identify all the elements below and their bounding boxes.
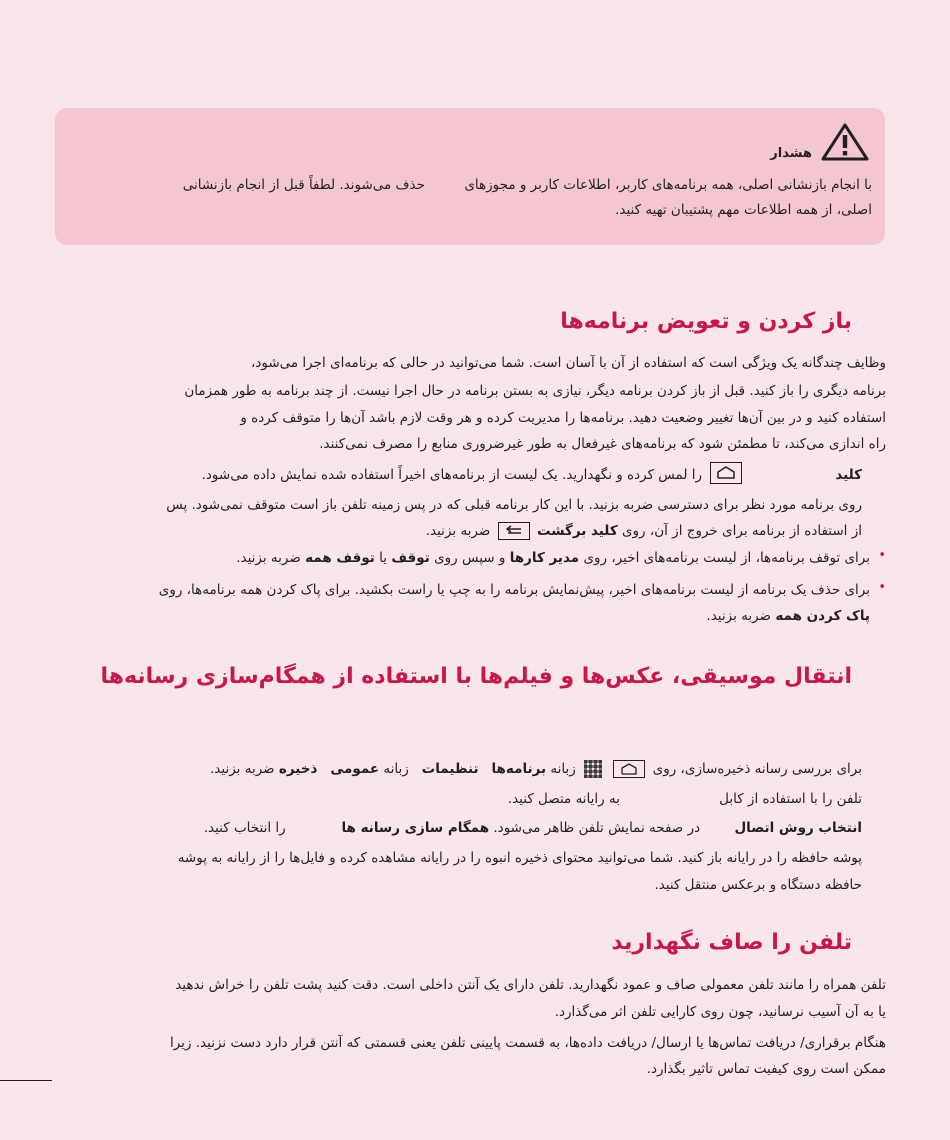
text: ضربه بزنید. <box>236 550 301 566</box>
text: ضربه بزنید. <box>210 761 275 777</box>
media-line1 <box>210 759 862 779</box>
paragraph-line: یا به آن آسیب نرسانید، چون روی کارایی تلفن اثر می‌گذارد. <box>554 1004 886 1020</box>
clear-all-label: پاک کردن همه <box>775 608 870 624</box>
back-key-line <box>426 521 862 541</box>
media-line3 <box>204 818 862 838</box>
paragraph-line: پوشه حافظه را در رایانه باز کنید. شما می‌توانید محتوای ذخیره انبوه را در رایانه مشاهده کرده و فایل‌ها را از رایانه به پوشه <box>177 850 862 866</box>
home-key-icon <box>613 760 645 778</box>
warning-title: هشدار <box>770 146 812 161</box>
back-key-label: کلید برگشت <box>536 523 618 539</box>
text: یا <box>379 550 388 566</box>
bullet-icon: • <box>878 580 886 595</box>
task-manager-label: مدیر کارها <box>509 550 580 566</box>
key-line: را لمس کرده و نگهدارید. یک لیست از برنامه‌های اخیراً استفاده شده نمایش داده می‌شود. <box>201 467 702 483</box>
warning-line2: اصلی، از همه اطلاعات مهم پشتیبان تهیه کنید. <box>615 202 872 218</box>
paragraph-line: حافظه دستگاه و برعکس منتقل کنید. <box>654 877 862 893</box>
key-label: کلید <box>835 467 862 483</box>
paragraph-line: روی برنامه مورد نظر برای دسترسی ضربه بزنید. با این کار برنامه قبلی که در پس زمینه تلفن باز است متوقف نمی‌شود. پس <box>166 497 862 513</box>
text: ضربه بزنید. <box>425 523 491 539</box>
bullet-icon: • <box>878 548 886 563</box>
paragraph-line: وظایف چندگانه یک ویژگی است که استفاده از آن با آسان است. شما می‌توانید در حالی که برنامه‌ای اجرا می‌شود، <box>250 355 886 371</box>
paragraph-line: هنگام برقراری/ دریافت تماس‌ها یا ارسال/ دریافت داده‌ها، به قسمت پایینی تلفن یعنی قسمتی که آنتن قرار دارد دست نزنید. زیرا <box>169 1035 886 1051</box>
text: ضربه بزنید. <box>706 608 772 624</box>
stop-label: توقف <box>391 550 430 566</box>
text: زبانه <box>383 761 409 777</box>
media-line2-right: تلفن را با استفاده از کابل <box>719 791 862 807</box>
warning-line1-right: با انجام بازنشانی اصلی، همه برنامه‌های کاربر، اطلاعات کاربر و مجوزهای <box>464 177 872 193</box>
text: در صفحه نمایش تلفن ظاهر می‌شود. <box>493 820 701 836</box>
text: زبانه <box>550 761 576 777</box>
stop-all-label: توقف همه <box>305 550 375 566</box>
paragraph-line: تلفن همراه را مانند تلفن معمولی صاف و عمود نگهدارید. تلفن دارای یک آنتن داخلی است. دقت کنید پشت تلفن را خراش ندهید <box>175 977 886 993</box>
home-key-icon <box>710 462 742 484</box>
media-line2-left: به رایانه متصل کنید. <box>507 791 620 807</box>
text: برای توقف برنامه‌ها، از لیست برنامه‌های اخیر، روی <box>583 550 870 566</box>
media-sync-label: همگام سازی رسانه ها <box>341 820 490 836</box>
text: از استفاده از برنامه برای خروج از آن، روی <box>621 523 862 539</box>
section-title-switch-apps: باز کردن و تعویض برنامه‌ها <box>560 309 852 334</box>
connection-method-label: انتخاب روش اتصال <box>734 820 862 836</box>
paragraph-line: ممکن است روی کیفیت تماس تاثیر بگذارد. <box>646 1061 886 1077</box>
bullet-remove-app-cont <box>706 606 870 626</box>
storage-label: ذخیره <box>278 761 318 777</box>
settings-label: تنظیمات <box>421 761 479 777</box>
warning-triangle-icon <box>820 122 870 162</box>
footnote-rule <box>0 1080 52 1081</box>
paragraph-line: برنامه دیگری را باز کنید. قبل از باز کردن برنامه دیگر، نیازی به بستن برنامه در حال اجرا نیست. از چند برنامه به طور همزمان <box>184 383 886 399</box>
paragraph-line: استفاده کنید و در بین آن‌ها تغییر وضعیت دهید. برنامه‌ها را مدیریت کرده و هر وقت لازم باشد آن‌ها را متوقف کرده و <box>240 410 886 426</box>
warning-line1-left: حذف می‌شوند. لطفاً قبل از انجام بازنشانی <box>182 177 425 193</box>
bullet-remove-app: برای حذف یک برنامه از لیست برنامه‌های اخیر، پیش‌نمایش برنامه را به چپ یا راست بکشید. برای پاک کردن همه برنامه‌ها، روی <box>158 582 870 598</box>
bullet-stop-apps <box>236 548 870 568</box>
paragraph-line: راه اندازی می‌کند، تا مطمئن شود که برنامه‌های غیرفعال به طور غیرضروری منابع را مصرف نمی‌کنند. <box>319 436 886 452</box>
general-label: عمومی <box>330 761 380 777</box>
back-key-icon <box>498 522 530 540</box>
text: برای بررسی رسانه ذخیره‌سازی، روی <box>652 761 862 777</box>
text: و سپس روی <box>434 550 506 566</box>
apps-grid-icon <box>584 760 602 778</box>
section-title-media-sync: انتقال موسیقی، عکس‌ها و فیلم‌ها با استفاده از همگام‌سازی رسانه‌ها <box>100 664 852 689</box>
apps-tab-label: برنامه‌ها <box>491 761 547 777</box>
section-title-hold-phone: تلفن را صاف نگهدارید <box>611 930 852 955</box>
text: را انتخاب کنید. <box>203 820 286 836</box>
